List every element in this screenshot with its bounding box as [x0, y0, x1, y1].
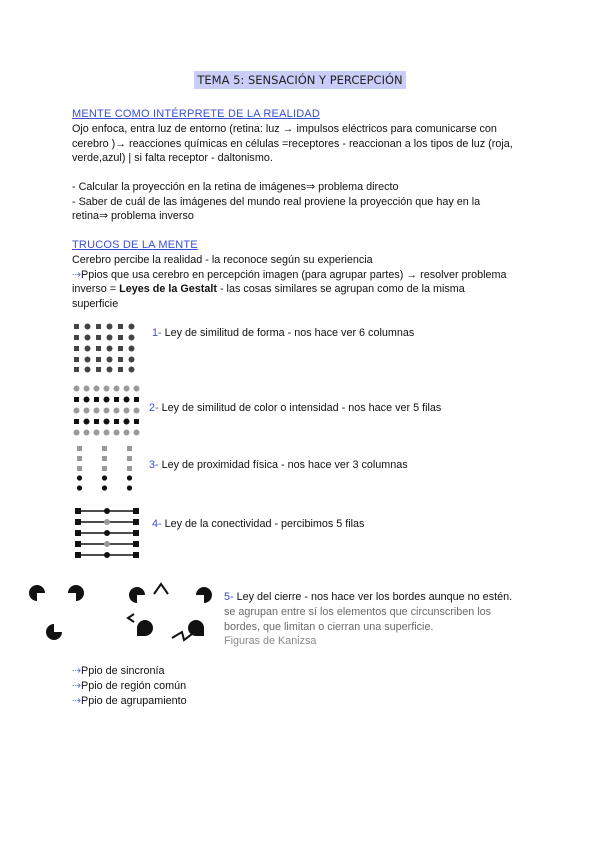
pacman-shape — [137, 620, 153, 636]
problems-list — [72, 180, 532, 224]
section-heading-mente: MENTE COMO INTÉRPRETE DE LA REALIDAD — [72, 108, 321, 120]
law-5-description — [224, 605, 544, 649]
principles-list — [72, 664, 187, 709]
law-3-caption: 3- Ley de proximidad física - nos hace ver 3 columnas — [149, 459, 408, 471]
figure-similarity-color — [72, 384, 140, 438]
text-line: ⇢Ppios que usa cerebro en percepción imagen (para agrupar partes) → resolver problema — [72, 268, 507, 281]
section-trucos-body — [72, 253, 532, 311]
text-line: se agrupan entre sí los elementos que circunscriben los — [224, 606, 492, 618]
angle-mark — [154, 584, 168, 594]
figure-connectivity — [72, 506, 142, 560]
text-line: inverso = Leyes de la Gestalt - las cosas similares se agrupan como de la misma — [72, 283, 465, 296]
angle-mark — [128, 614, 134, 622]
zigzag-mark — [172, 632, 192, 640]
text-line: retina⇒ problema inverso — [72, 210, 194, 223]
text-line: - Calcular la proyección en la retina de imágenes⇒ problema directo — [72, 181, 399, 193]
section-heading-trucos: TRUCOS DE LA MENTE — [72, 239, 198, 251]
gestalt-term: Leyes de la Gestalt — [119, 283, 217, 296]
figure-kanizsa — [24, 580, 224, 650]
pacman-shape — [68, 585, 84, 601]
text-line: superficie — [72, 297, 119, 310]
text-line: Ojo enfoca, entra luz de entorno (retina: luz → impulsos eléctricos para comunicarse con — [72, 123, 497, 135]
law-4-caption: 4- Ley de la conectividad - percibimos 5 filas — [152, 518, 365, 530]
arrow-icon: ⇢ — [72, 695, 82, 707]
text-line: verde,azul) | si falta receptor - daltonismo. — [72, 152, 273, 165]
figure-proximity — [72, 444, 140, 498]
section-mente-body — [72, 122, 532, 166]
arrow-icon: ⇢ — [72, 680, 82, 692]
pacman-shape — [196, 587, 212, 603]
arrow-icon: ⇢ — [72, 268, 82, 281]
list-item: ⇢Ppio de sincronía — [72, 665, 165, 677]
kanizsa-note: Figuras de Kanizsa — [224, 635, 317, 648]
list-item: ⇢Ppio de región común — [72, 680, 187, 692]
page-title-text: TEMA 5: SENSACIÓN Y PERCEPCIÓN — [194, 71, 405, 89]
pacman-shape — [129, 587, 145, 603]
text-line: Cerebro percibe la realidad - la reconoce según su experiencia — [72, 254, 373, 266]
page-title — [0, 71, 600, 89]
figure-similarity-shape — [72, 322, 140, 374]
text-line: bordes, que limitan o cierran una superficie. — [224, 620, 434, 633]
law-5-caption: 5- Ley del cierre - nos hace ver los bordes aunque no estén. — [224, 591, 513, 603]
law-2-caption: 2- Ley de similitud de color o intensidad - nos hace ver 5 filas — [149, 402, 442, 414]
arrow-icon: ⇢ — [72, 665, 82, 677]
list-item: ⇢Ppio de agrupamiento — [72, 695, 187, 707]
text-line: cerebro )→ reacciones químicas en células =receptores - reaccionan a los tipos de luz (roja, — [72, 137, 513, 150]
law-1-caption: 1- Ley de similitud de forma - nos hace ver 6 columnas — [152, 327, 415, 339]
pacman-shape — [46, 624, 62, 640]
pacman-shape — [29, 585, 45, 601]
pacman-shape — [188, 620, 204, 636]
text-line: - Saber de cuál de las imágenes del mundo real proviene la proyección que hay en la — [72, 195, 481, 208]
